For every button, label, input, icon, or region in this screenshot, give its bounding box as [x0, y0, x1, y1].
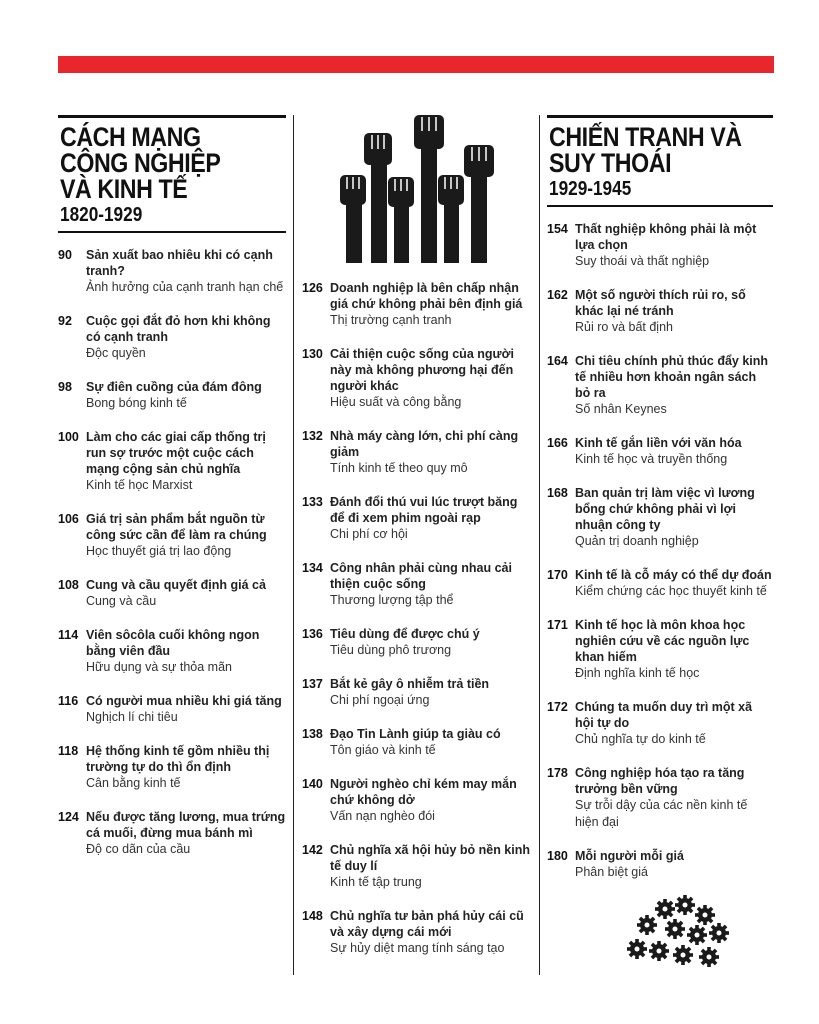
entry-text: [330, 842, 532, 891]
section-years: 1929-1945: [549, 178, 632, 200]
toc-entry: [302, 560, 532, 609]
page-number: 171: [547, 618, 568, 632]
entry-subtitle: Số nhân Keynes: [575, 402, 667, 416]
section-top-rule: [58, 115, 286, 118]
section-rule: [547, 205, 773, 207]
entry-text: [330, 776, 532, 825]
entry-title: Đánh đổi thú vui lúc trượt băng để đi xem phim ngoài rạp: [330, 495, 518, 525]
entry-text: [86, 577, 286, 610]
entry-text: [575, 617, 773, 682]
section-years: 1820-1929: [60, 204, 143, 226]
entry-subtitle: Chi phí ngoại ứng: [330, 693, 430, 707]
entry-subtitle: Cung và cầu: [86, 594, 157, 608]
entry-title: Viên sôcôla cuối không ngon bằng viên đầu: [86, 628, 260, 658]
entry-title: Kinh tế học là môn khoa học nghiên cứu về các nguồn lực khan hiếm: [575, 618, 750, 664]
entry-text: [330, 676, 532, 709]
toc-entry: [302, 280, 532, 329]
toc-entry: [547, 353, 773, 418]
toc-entry: [58, 379, 286, 412]
entry-title: Công nhân phải cùng nhau cải thiện cuộc sống: [330, 561, 512, 591]
page-number: 168: [547, 486, 568, 500]
entry-subtitle: Độ co dãn của cầu: [86, 842, 191, 856]
entry-title: Kinh tế gắn liền với văn hóa: [575, 436, 742, 450]
entry-subtitle: Hữu dụng và sự thỏa mãn: [86, 660, 232, 674]
entry-text: [86, 627, 286, 676]
entry-subtitle: Thương lượng tập thể: [330, 593, 454, 607]
column-divider: [293, 115, 294, 975]
entry-title: Sản xuất bao nhiêu khi có cạnh tranh?: [86, 248, 273, 278]
entry-title: Cuộc gọi đắt đỏ hơn khi không có cạnh tranh: [86, 314, 271, 344]
toc-entry: [58, 429, 286, 494]
entry-subtitle: Kinh tế tập trung: [330, 875, 422, 889]
entry-subtitle: Ảnh hưởng của cạnh tranh hạn chế: [86, 280, 284, 294]
entry-list: [58, 247, 286, 858]
toc-entry: [58, 627, 286, 676]
toc-entry: [58, 247, 286, 296]
raised-fists-icon: [302, 115, 532, 265]
entry-subtitle: Nghịch lí chi tiêu: [86, 710, 178, 724]
entry-text: [575, 699, 773, 748]
entry-text: [330, 726, 532, 759]
page-number: 140: [302, 777, 323, 791]
entry-text: [575, 848, 773, 881]
entry-text: [86, 379, 286, 412]
page-number: 148: [302, 909, 323, 923]
toc-entry: [302, 676, 532, 709]
entry-subtitle: Kiểm chứng các học thuyết kinh tế: [575, 584, 767, 598]
page-number: 172: [547, 700, 568, 714]
toc-entry: [547, 848, 773, 881]
column-war-and-depression: [547, 115, 773, 898]
entry-title: Người nghèo chỉ kém may mắn chứ không dở: [330, 777, 517, 807]
entry-text: [330, 428, 532, 477]
entry-text: [330, 346, 532, 411]
entry-subtitle: Độc quyền: [86, 346, 146, 360]
entry-subtitle: Tiêu dùng phô trương: [330, 643, 452, 657]
page-number: 106: [58, 512, 79, 526]
toc-entry: [58, 743, 286, 792]
entry-title: Làm cho các giai cấp thống trị run sợ trước một cuộc cách mạng cộng sản chủ nghĩa: [86, 430, 266, 476]
entry-text: [86, 693, 286, 726]
entry-subtitle: Thị trường cạnh tranh: [330, 313, 452, 327]
page-number: 178: [547, 766, 568, 780]
entry-subtitle: Sự trỗi dậy của các nền kinh tế hiện đại: [575, 798, 748, 829]
gears-icon: [625, 895, 735, 975]
page-number: 180: [547, 849, 568, 863]
page-number: 108: [58, 578, 79, 592]
entry-title: Đạo Tin Lành giúp ta giàu có: [330, 727, 501, 741]
page-number: 138: [302, 727, 323, 741]
toc-entry: [302, 494, 532, 543]
entry-title: Một số người thích rủi ro, số khác lại né tránh: [575, 288, 746, 318]
entry-text: [330, 560, 532, 609]
page-number: 132: [302, 429, 323, 443]
entry-subtitle: Kinh tế học Marxist: [86, 478, 193, 492]
entry-title: Kinh tế là cỗ máy có thể dự đoán: [575, 568, 772, 582]
entry-text: [575, 221, 773, 270]
entry-text: [330, 494, 532, 543]
toc-entry: [58, 313, 286, 362]
page-number: 90: [58, 248, 72, 262]
entry-title: Có người mua nhiều khi giá tăng: [86, 694, 282, 708]
entry-title: Thất nghiệp không phải là một lựa chọn: [575, 222, 757, 252]
entry-text: [575, 765, 773, 831]
toc-entry: [302, 842, 532, 891]
section-title: CÁCH MẠNG CÔNG NGHIỆP VÀ KINH TẾ: [60, 122, 221, 204]
page-number: 130: [302, 347, 323, 361]
entry-list: [547, 221, 773, 881]
toc-entry: [302, 726, 532, 759]
page-number: 118: [58, 744, 79, 758]
entry-text: [86, 313, 286, 362]
toc-entry: [302, 776, 532, 825]
page-number: 98: [58, 380, 72, 394]
entry-title: Chủ nghĩa xã hội hủy bỏ nền kinh tế duy lí: [330, 843, 530, 873]
entry-subtitle: Cân bằng kinh tế: [86, 776, 181, 790]
entry-text: [86, 743, 286, 792]
column-industrial-revolution: [58, 115, 286, 875]
entry-title: Cải thiện cuộc sống của người này mà không phương hại đến người khác: [330, 347, 514, 393]
toc-entry: [302, 346, 532, 411]
entry-title: Chúng ta muốn duy trì một xã hội tự do: [575, 700, 753, 730]
entry-text: [330, 626, 532, 659]
entry-text: [330, 908, 532, 957]
entry-subtitle: Kinh tế học và truyền thống: [575, 452, 728, 466]
entry-text: [575, 435, 773, 468]
page-number: 162: [547, 288, 568, 302]
page-number: 137: [302, 677, 323, 691]
page-number: 92: [58, 314, 72, 328]
page-number: 134: [302, 561, 323, 575]
entry-title: Giá trị sản phẩm bắt nguồn từ công sức cần để làm ra chúng: [86, 512, 267, 542]
toc-entry: [302, 626, 532, 659]
entry-text: [86, 429, 286, 494]
toc-entry: [302, 428, 532, 477]
entry-list: [302, 280, 532, 957]
entry-text: [86, 247, 286, 296]
toc-entry: [302, 908, 532, 957]
page-number: 164: [547, 354, 568, 368]
section-rule: [58, 231, 286, 233]
entry-subtitle: Suy thoái và thất nghiệp: [575, 254, 710, 268]
entry-text: [86, 511, 286, 560]
entry-text: [575, 485, 773, 550]
toc-entry: [547, 435, 773, 468]
entry-title: Nhà máy càng lớn, chi phí càng giảm: [330, 429, 519, 459]
page-number: 124: [58, 810, 79, 824]
page-number: 170: [547, 568, 568, 582]
entry-subtitle: Học thuyết giá trị lao động: [86, 544, 232, 558]
page-number: 133: [302, 495, 323, 509]
toc-entry: [547, 485, 773, 550]
entry-subtitle: Phân biệt giá: [575, 865, 648, 879]
entry-title: Mỗi người mỗi giá: [575, 849, 684, 863]
page-number: 100: [58, 430, 79, 444]
entry-title: Chủ nghĩa tư bản phá hủy cái cũ và xây dựng cái mới: [330, 909, 524, 939]
entry-subtitle: Định nghĩa kinh tế học: [575, 666, 700, 680]
toc-entry: [547, 617, 773, 682]
entry-subtitle: Bong bóng kinh tế: [86, 396, 187, 410]
section-top-rule: [547, 115, 773, 118]
entry-text: [575, 353, 773, 418]
entry-title: Cung và cầu quyết định giá cả: [86, 578, 266, 592]
entry-subtitle: Tôn giáo và kinh tế: [330, 743, 436, 757]
column-continued: [302, 115, 532, 974]
entry-text: [86, 809, 286, 858]
header-accent-bar: [58, 56, 774, 73]
page-number: 166: [547, 436, 568, 450]
toc-entry: [58, 693, 286, 726]
toc-entry: [547, 287, 773, 336]
toc-entry: [547, 765, 773, 831]
entry-subtitle: Quản trị doanh nghiệp: [575, 534, 699, 548]
page-number: 116: [58, 694, 79, 708]
entry-title: Tiêu dùng để được chú ý: [330, 627, 480, 641]
page-number: 136: [302, 627, 323, 641]
entry-title: Công nghiệp hóa tạo ra tăng trưởng bền vững: [575, 766, 745, 796]
page-number: 142: [302, 843, 323, 857]
entry-text: [575, 567, 773, 600]
toc-entry: [58, 809, 286, 858]
entry-subtitle: Hiệu suất và công bằng: [330, 395, 462, 409]
toc-entry: [547, 699, 773, 748]
page-number: 114: [58, 628, 79, 642]
entry-text: [575, 287, 773, 336]
entry-subtitle: Sự hủy diệt mang tính sáng tạo: [330, 941, 505, 955]
page-number: 126: [302, 281, 323, 295]
entry-subtitle: Vấn nạn nghèo đói: [330, 809, 435, 823]
entry-title: Chi tiêu chính phủ thúc đẩy kinh tế nhiều hơn khoản ngân sách bỏ ra: [575, 354, 769, 400]
entry-title: Doanh nghiệp là bên chấp nhận giá chứ không phải bên định giá: [330, 281, 523, 311]
entry-subtitle: Chi phí cơ hội: [330, 527, 408, 541]
entry-title: Sự điên cuồng của đám đông: [86, 380, 262, 394]
toc-entry: [58, 511, 286, 560]
page-number: 154: [547, 222, 568, 236]
entry-text: [330, 280, 532, 329]
toc-entry: [547, 567, 773, 600]
toc-entry: [58, 577, 286, 610]
entry-subtitle: Rủi ro và bất định: [575, 320, 673, 334]
entry-title: Bắt kẻ gây ô nhiễm trả tiền: [330, 677, 490, 691]
toc-entry: [547, 221, 773, 270]
entry-title: Ban quản trị làm việc vì lương bổng chứ không phải vì lợi nhuận công ty: [575, 486, 755, 532]
column-divider: [539, 115, 540, 975]
section-title: CHIẾN TRANH VÀ SUY THOÁI: [549, 122, 742, 178]
entry-subtitle: Tính kinh tế theo quy mô: [330, 461, 468, 475]
entry-title: Nếu được tăng lương, mua trứng cá muối, đừng mua bánh mì: [86, 810, 286, 840]
entry-subtitle: Chủ nghĩa tự do kinh tế: [575, 732, 706, 746]
entry-title: Hệ thống kinh tế gồm nhiều thị trường tự do thì ổn định: [86, 744, 270, 774]
